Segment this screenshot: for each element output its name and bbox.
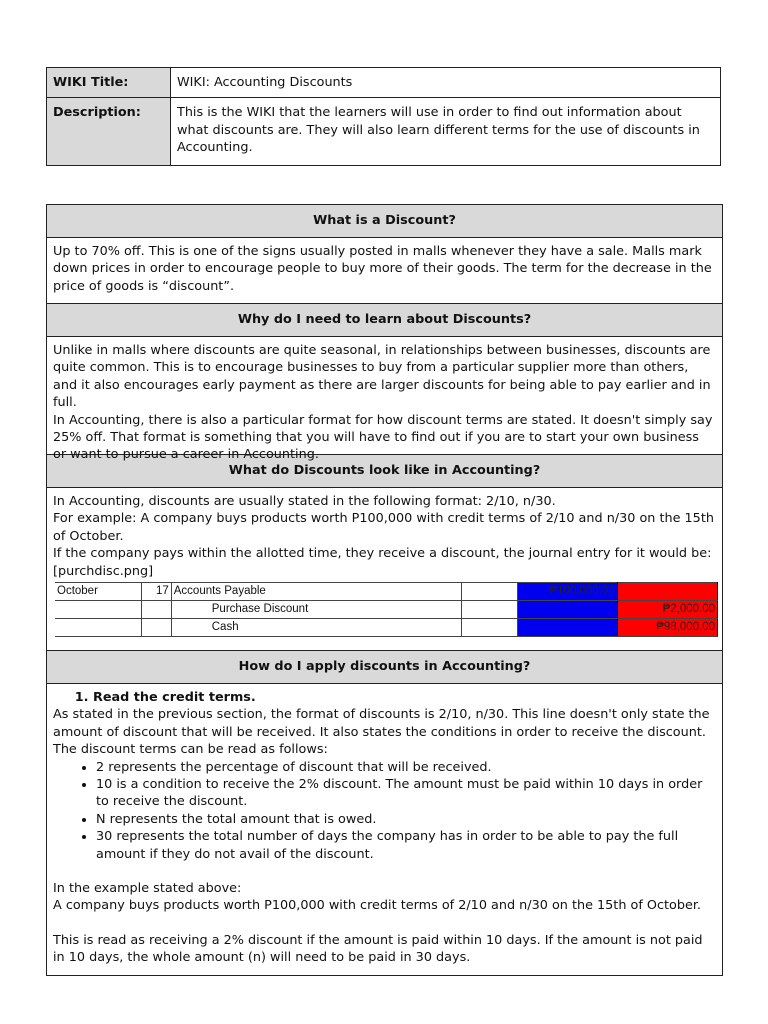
paragraph: In Accounting, discounts are usually stated in the following format: 2/10, n/30. bbox=[53, 494, 556, 509]
section-body bbox=[47, 337, 722, 463]
account: Cash bbox=[171, 619, 462, 637]
image-placeholder: [purchdisc.png] bbox=[53, 563, 154, 579]
credit: ₱2,000.00 bbox=[617, 601, 717, 619]
section-heading: What is a Discount? bbox=[47, 205, 722, 238]
bullet-list bbox=[81, 759, 716, 863]
debit bbox=[517, 601, 617, 619]
wiki-title-label: WIKI Title: bbox=[47, 68, 171, 98]
step-item: 1. Read the credit terms. bbox=[93, 689, 716, 706]
month: October bbox=[55, 583, 141, 601]
table-row bbox=[55, 619, 718, 637]
credit bbox=[617, 583, 717, 601]
wiki-content-table bbox=[46, 204, 723, 976]
day: 17 bbox=[141, 583, 171, 601]
table-row bbox=[55, 583, 718, 601]
section-heading: Why do I need to learn about Discounts? bbox=[47, 304, 722, 337]
list-item: • 30 represents the total number of days the company has in order to be able to pay the full amount if they do not avail of the discount. bbox=[96, 828, 716, 863]
wiki-title-value: WIKI: Accounting Discounts bbox=[171, 68, 721, 98]
steps-list bbox=[81, 689, 716, 706]
paragraph: As stated in the previous section, the format of discounts is 2/10, n/30. This line doesn't only state the amount of discount that will be received. It also states the conditions in order to receive the discount. The discount terms can be read as follows: bbox=[53, 707, 710, 758]
section-heading: What do Discounts look like in Accounting? bbox=[47, 455, 722, 488]
credit: ₱98,000.00 bbox=[617, 619, 717, 637]
description-label: Description: bbox=[47, 98, 171, 166]
account: Purchase Discount bbox=[171, 601, 462, 619]
account: Accounts Payable bbox=[171, 583, 462, 601]
section-body bbox=[47, 684, 722, 973]
journal-entry-table bbox=[55, 582, 718, 637]
table-row bbox=[55, 601, 718, 619]
paragraph: In the example stated above: bbox=[53, 881, 242, 897]
paragraph: This is read as receiving a 2% discount if the amount is paid within 10 days. If the amount is not paid in 10 days, the whole amount (n) will need to be paid in 30 days. bbox=[53, 932, 703, 966]
list-item: • N represents the total amount that is owed. bbox=[96, 811, 716, 828]
paragraph: A company buys products worth P100,000 with credit terms of 2/10 and n/30 on the 15th of October. bbox=[53, 898, 702, 914]
debit bbox=[517, 619, 617, 637]
description-value: This is the WIKI that the learners will use in order to find out information about what discounts are. They will also learn different terms for the use of discounts in Accounting. bbox=[171, 98, 721, 166]
list-item: • 2 represents the percentage of discount that will be received. bbox=[96, 759, 716, 776]
section-body bbox=[47, 488, 722, 651]
section-heading: How do I apply discounts in Accounting? bbox=[47, 651, 722, 684]
section-body: Up to 70% off. This is one of the signs usually posted in malls whenever they have a sale. Malls mark down prices in order to encourage people to buy more of their goods. The term for the decrease in the price of goods is “discount”. bbox=[47, 238, 722, 304]
list-item: • 10 is a condition to receive the 2% discount. The amount must be paid within 10 days in order to receive the discount. bbox=[96, 776, 716, 811]
paragraph: If the company pays within the allotted time, they receive a discount, the journal entry for it would be: bbox=[53, 546, 712, 562]
paragraph: For example: A company buys products worth P100,000 with credit terms of 2/10 and n/30 on the 15th of October. bbox=[53, 511, 714, 544]
paragraph: Unlike in malls where discounts are quite seasonal, in relationships between businesses, discounts are quite common. This is to encourage businesses to buy from a particular supplier more than others, and it also encourages early payment as there are larger discounts for being able to pay earlier and in full. bbox=[53, 343, 711, 411]
wiki-meta-table bbox=[46, 67, 721, 166]
debit: ₱100,000.00 bbox=[517, 583, 617, 601]
paragraph: In Accounting, there is also a particular format for how discount terms are stated. It doesn't simply say 25% off. That format is something that you will have to find out if you are to start your own business or want to pursue a career in Accounting. bbox=[53, 412, 713, 463]
